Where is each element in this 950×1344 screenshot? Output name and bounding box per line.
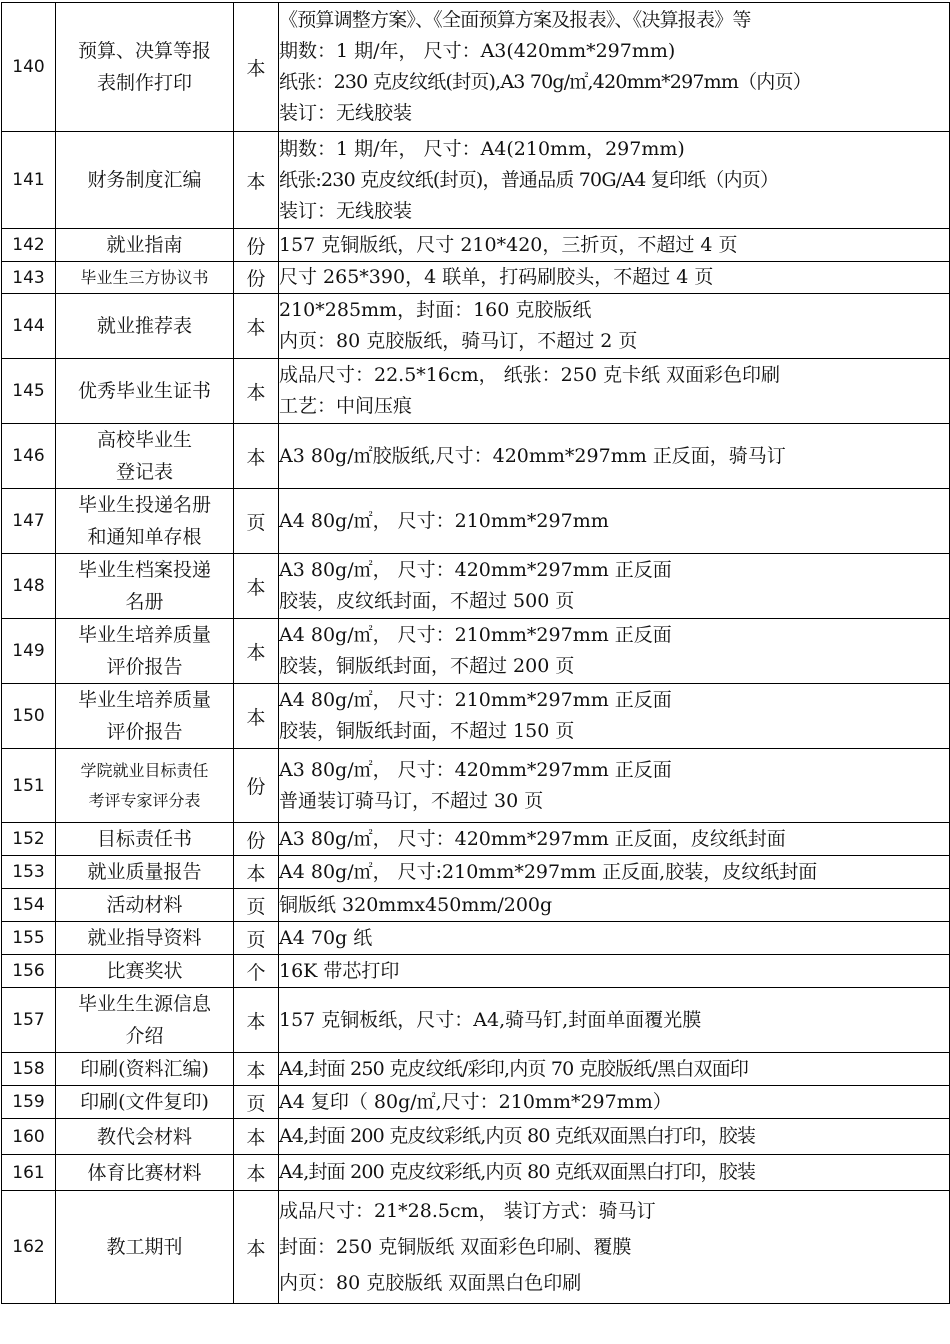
item-name-line: 优秀毕业生证书 xyxy=(77,380,211,402)
item-unit: 本 xyxy=(234,1191,279,1304)
row-number: 144 xyxy=(2,294,56,359)
table-row xyxy=(2,262,950,294)
item-spec-line: 成品尺寸：21*28.5cm， 装订方式：骑马订 xyxy=(279,1200,656,1222)
item-name-line: 教工期刊 xyxy=(106,1236,183,1258)
item-unit: 本 xyxy=(234,1119,279,1155)
item-spec-line: A3 80g/㎡， 尺寸：420mm*297mm 正反面 xyxy=(279,559,672,581)
item-spec xyxy=(279,294,950,359)
item-unit: 份 xyxy=(234,749,279,823)
table-row xyxy=(2,424,950,489)
item-spec-line: 装订：无线胶装 xyxy=(279,199,413,222)
item-unit: 本 xyxy=(234,684,279,749)
item-spec-line: A4,封面 200 克皮纹彩纸,内页 80 克纸双面黑白打印，胶装 xyxy=(279,1161,756,1183)
item-spec xyxy=(279,262,950,294)
item-unit: 本 xyxy=(234,856,279,889)
item-spec xyxy=(279,554,950,619)
item-name xyxy=(56,1191,234,1304)
item-spec xyxy=(279,619,950,684)
item-spec-line: 成品尺寸：22.5*16cm， 纸张：250 克卡纸 双面彩色印刷 xyxy=(279,364,781,386)
row-number: 148 xyxy=(2,554,56,619)
item-spec xyxy=(279,132,950,229)
item-spec-line: 16K 带芯打印 xyxy=(279,959,400,982)
row-number: 155 xyxy=(2,922,56,955)
table-row xyxy=(2,823,950,856)
item-name xyxy=(56,424,234,489)
item-spec-line: A4 复印（ 80g/㎡,尺寸：210mm*297mm） xyxy=(279,1090,672,1113)
table-row xyxy=(2,1086,950,1119)
row-number: 142 xyxy=(2,229,56,262)
row-number: 156 xyxy=(2,955,56,988)
item-name-line: 就业推荐表 xyxy=(96,315,192,337)
item-unit: 页 xyxy=(234,1086,279,1119)
item-name xyxy=(56,823,234,856)
item-name-line: 毕业生三方协议书 xyxy=(80,267,209,287)
item-spec-line: A3 80g/㎡胶版纸,尺寸：420mm*297mm 正反面，骑马订 xyxy=(279,444,786,467)
item-name-line: 学院就业目标责任 xyxy=(80,760,209,780)
spec-table xyxy=(1,2,950,1304)
item-name-line: 目标责任书 xyxy=(96,828,192,850)
item-name xyxy=(56,619,234,684)
item-spec-line: 期数：1 期/年， 尺寸：A3(420mm*297mm) xyxy=(279,40,676,62)
table-row xyxy=(2,749,950,823)
item-unit: 本 xyxy=(234,554,279,619)
item-spec xyxy=(279,1155,950,1191)
item-name-line: 和通知单存根 xyxy=(87,526,202,548)
item-name xyxy=(56,229,234,262)
spec-table-body xyxy=(2,3,950,1304)
table-row xyxy=(2,955,950,988)
row-number: 154 xyxy=(2,889,56,922)
item-name xyxy=(56,1053,234,1086)
table-row xyxy=(2,684,950,749)
row-number: 159 xyxy=(2,1086,56,1119)
table-row xyxy=(2,1191,950,1304)
item-name-line: 高校毕业生 xyxy=(96,429,192,451)
row-number: 161 xyxy=(2,1155,56,1191)
item-name-line: 比赛奖状 xyxy=(106,960,183,982)
item-name-line: 活动材料 xyxy=(106,894,183,916)
item-spec-line: 《预算调整方案》、《全面预算方案及报表》、《决算报表》等 xyxy=(279,9,751,31)
item-spec-line: A4,封面 250 克皮纹纸/彩印,内页 70 克胶版纸/黑白双面印 xyxy=(279,1057,749,1080)
item-name-line: 体育比赛材料 xyxy=(87,1161,202,1184)
item-unit: 本 xyxy=(234,988,279,1053)
row-number: 153 xyxy=(2,856,56,889)
item-spec-line: A4,封面 200 克皮纹彩纸,内页 80 克纸双面黑白打印，胶装 xyxy=(279,1125,756,1147)
item-name-line: 财务制度汇编 xyxy=(87,169,202,191)
item-name xyxy=(56,1086,234,1119)
item-unit: 本 xyxy=(234,359,279,424)
item-unit: 本 xyxy=(234,3,279,132)
item-unit: 份 xyxy=(234,262,279,294)
table-row xyxy=(2,3,950,132)
item-name xyxy=(56,889,234,922)
item-spec-line: 内页：80 克胶版纸 双面黑白色印刷 xyxy=(279,1272,582,1294)
item-spec xyxy=(279,3,950,132)
item-name xyxy=(56,955,234,988)
item-spec-line: A4 80g/㎡， 尺寸：210mm*297mm 正反面 xyxy=(279,689,672,711)
item-unit: 本 xyxy=(234,619,279,684)
row-number: 143 xyxy=(2,262,56,294)
item-spec xyxy=(279,229,950,262)
item-spec xyxy=(279,489,950,554)
table-row xyxy=(2,489,950,554)
item-spec-line: 纸张:230 克皮纹纸(封页)，普通品质 70G/A4 复印纸（内页） xyxy=(279,168,779,191)
item-spec xyxy=(279,1119,950,1155)
table-row xyxy=(2,359,950,424)
item-name xyxy=(56,359,234,424)
row-number: 147 xyxy=(2,489,56,554)
item-spec-line: A4 80g/㎡， 尺寸：210mm*297mm 正反面 xyxy=(279,624,672,646)
table-row xyxy=(2,294,950,359)
table-row xyxy=(2,229,950,262)
item-name-line: 印刷(资料汇编) xyxy=(80,1058,209,1080)
item-name-line: 教代会材料 xyxy=(96,1125,192,1148)
item-spec xyxy=(279,1053,950,1086)
item-spec xyxy=(279,684,950,749)
item-spec xyxy=(279,1191,950,1304)
table-row xyxy=(2,1155,950,1191)
item-spec xyxy=(279,889,950,922)
row-number: 151 xyxy=(2,749,56,823)
item-spec-line: 装订：无线胶装 xyxy=(279,102,413,124)
item-spec-line: 胶装，铜版纸封面，不超过 200 页 xyxy=(279,655,575,677)
row-number: 157 xyxy=(2,988,56,1053)
item-name-line: 就业指导资料 xyxy=(87,927,202,949)
item-name xyxy=(56,988,234,1053)
table-row xyxy=(2,554,950,619)
item-name xyxy=(56,749,234,823)
item-spec-line: 胶装，铜版纸封面，不超过 150 页 xyxy=(279,720,575,742)
row-number: 158 xyxy=(2,1053,56,1086)
item-name-line: 毕业生生源信息 xyxy=(77,993,211,1015)
item-spec-line: 157 克铜版纸，尺寸 210*420，三折页，不超过 4 页 xyxy=(279,233,738,256)
item-name-line: 毕业生培养质量 xyxy=(77,624,211,646)
item-spec-line: 157 克铜板纸，尺寸：A4,骑马钉,封面单面覆光膜 xyxy=(279,1008,702,1031)
item-unit: 个 xyxy=(234,955,279,988)
item-name-line: 登记表 xyxy=(115,461,173,483)
item-name-line: 介绍 xyxy=(125,1025,164,1047)
item-spec xyxy=(279,856,950,889)
item-name-line: 表制作打印 xyxy=(96,72,192,94)
item-unit: 份 xyxy=(234,229,279,262)
item-name xyxy=(56,856,234,889)
item-spec-line: 封面：250 克铜版纸 双面彩色印刷、覆膜 xyxy=(279,1236,632,1258)
item-spec xyxy=(279,922,950,955)
row-number: 160 xyxy=(2,1119,56,1155)
item-spec-line: 纸张：230 克皮纹纸(封页),A3 70g/㎡,420mm*297mm（内页） xyxy=(279,71,811,93)
item-name-line: 考评专家评分表 xyxy=(88,790,201,810)
row-number: 140 xyxy=(2,3,56,132)
item-name-line: 就业指南 xyxy=(106,234,183,256)
item-spec-line: A4 80g/㎡， 尺寸：210mm*297mm xyxy=(279,509,609,532)
item-name xyxy=(56,684,234,749)
table-row xyxy=(2,922,950,955)
table-row xyxy=(2,132,950,229)
item-spec-line: 210*285mm，封面：160 克胶版纸 xyxy=(279,299,592,321)
row-number: 146 xyxy=(2,424,56,489)
row-number: 145 xyxy=(2,359,56,424)
item-name-line: 毕业生档案投递 xyxy=(77,559,211,581)
table-row xyxy=(2,889,950,922)
table-row xyxy=(2,1119,950,1155)
item-name-line: 评价报告 xyxy=(106,656,183,678)
item-name-line: 预算、决算等报 xyxy=(77,40,211,62)
row-number: 141 xyxy=(2,132,56,229)
item-spec-line: 期数：1 期/年， 尺寸：A4(210mm，297mm) xyxy=(279,137,685,160)
item-name xyxy=(56,3,234,132)
item-spec-line: 普通装订骑马订，不超过 30 页 xyxy=(279,789,544,812)
table-row xyxy=(2,856,950,889)
item-spec-line: 胶装，皮纹纸封面，不超过 500 页 xyxy=(279,590,575,612)
item-name-line: 评价报告 xyxy=(106,721,183,743)
item-unit: 份 xyxy=(234,823,279,856)
table-row xyxy=(2,619,950,684)
item-name xyxy=(56,294,234,359)
item-unit: 本 xyxy=(234,132,279,229)
item-name xyxy=(56,489,234,554)
row-number: 149 xyxy=(2,619,56,684)
table-row xyxy=(2,988,950,1053)
item-spec-line: A4 80g/㎡， 尺寸:210mm*297mm 正反面,胶装，皮纹纸封面 xyxy=(279,860,818,883)
row-number: 152 xyxy=(2,823,56,856)
item-unit: 本 xyxy=(234,1155,279,1191)
item-unit: 页 xyxy=(234,922,279,955)
row-number: 150 xyxy=(2,684,56,749)
item-name xyxy=(56,1119,234,1155)
item-name-line: 毕业生培养质量 xyxy=(77,689,211,711)
item-spec-line: A3 80g/㎡， 尺寸：420mm*297mm 正反面，皮纹纸封面 xyxy=(279,827,786,850)
row-number: 162 xyxy=(2,1191,56,1304)
item-unit: 页 xyxy=(234,489,279,554)
item-name xyxy=(56,132,234,229)
item-spec-line: 工艺：中间压痕 xyxy=(279,395,413,417)
item-name-line: 名册 xyxy=(125,591,164,613)
item-name xyxy=(56,554,234,619)
item-spec-line: A4 70g 纸 xyxy=(279,926,373,949)
item-spec xyxy=(279,424,950,489)
item-name-line: 印刷(文件复印) xyxy=(80,1091,209,1113)
item-spec xyxy=(279,823,950,856)
item-name xyxy=(56,1155,234,1191)
table-row xyxy=(2,1053,950,1086)
item-unit: 本 xyxy=(234,294,279,359)
item-spec xyxy=(279,955,950,988)
item-unit: 页 xyxy=(234,889,279,922)
item-spec xyxy=(279,359,950,424)
item-name-line: 就业质量报告 xyxy=(87,861,202,883)
item-spec xyxy=(279,749,950,823)
item-spec-line: 铜版纸 320mmx450mm/200g xyxy=(279,893,553,916)
item-name xyxy=(56,262,234,294)
item-spec xyxy=(279,1086,950,1119)
item-spec xyxy=(279,988,950,1053)
item-spec-line: A3 80g/㎡， 尺寸：420mm*297mm 正反面 xyxy=(279,758,672,781)
item-unit: 本 xyxy=(234,1053,279,1086)
item-name-line: 毕业生投递名册 xyxy=(77,494,211,516)
item-spec-line: 尺寸 265*390，4 联单，打码刷胶头，不超过 4 页 xyxy=(279,266,714,288)
item-unit: 本 xyxy=(234,424,279,489)
item-spec-line: 内页：80 克胶版纸，骑马订，不超过 2 页 xyxy=(279,330,638,352)
item-name xyxy=(56,922,234,955)
